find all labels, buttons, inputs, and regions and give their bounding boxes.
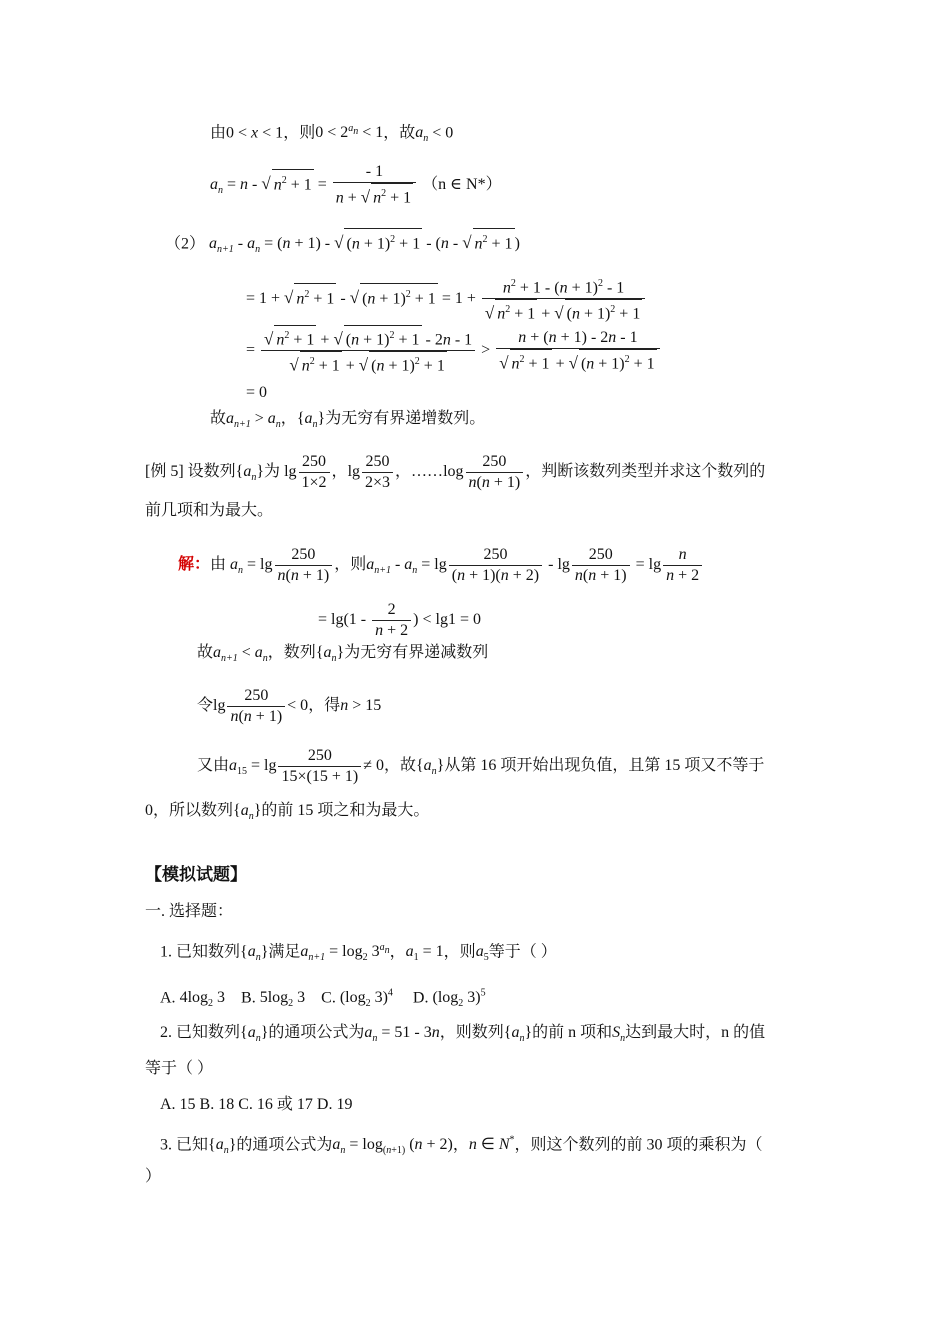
proof-part2-line3: = $\frac{√ n^2 + 1 + √ (n + 1)^2 + 1 - 2n - 1}{√ n^2 + 1 + √ (n + 1)^2 + 1}$ > $\frac{n + (n + 1) - 2n - 1}{√ n^2 + 1 + √ (n + 1)^2 + 1}$ bbox=[246, 325, 662, 377]
example5-line2: 前几项和为最大。 bbox=[145, 502, 274, 519]
example5-line1: [例 5] 设数列$\{a_n\}$为 lg $\frac{250}{1\times 2}$ ，lg $\frac{250}{2\times 3}$ ，……log $\frac{250}{n(n + 1)}$ ，判断该数列类型并求这个数列的 bbox=[145, 453, 766, 491]
question-3: 3. 已知$\{a_n\}$的通项公式为$a_n = \log_{(n+1)} (n + 2)$，n ∈ N*，则这个数列的前 30 项的乘积为（ bbox=[160, 1135, 763, 1157]
question-2-cont: 等于（ ） bbox=[145, 1060, 214, 1077]
solution-line3: 故$a_{n+1} < a_n$，数列$\{a_n\}$为无穷有界递减数列 bbox=[197, 644, 489, 665]
question-1: 1. 已知数列$\{a_n\}$满足$a_{n+1} = \log_2 3^{a_n}$，$a_1 = 1$，则$a_5$等于（ ） bbox=[160, 942, 557, 964]
solution-label: 解： bbox=[178, 556, 211, 574]
proof-part2-line1: （2） $a_{n+1} - a_n = (n + 1)$ - √ $(n + 1)^2 + 1 - (n$ - √ $n^2 + 1$ ) bbox=[165, 228, 520, 262]
solution-line5: 又由$a_{15} = \lg$ $\frac{250}{15\times(15 + 1)}$ ≠ 0，故$\{a_n\}$从第 16 项开始出现负值，且第 15 项又不等于 bbox=[197, 747, 765, 785]
question-2: 2. 已知数列$\{a_n\}$的通项公式为$a_n = 51 - 3n$，则数列$\{a_n\}$的前 n 项和$S_n$达到最大时，n 的值 bbox=[160, 1024, 766, 1045]
solution-line6: 0，所以数列$\{a_n\}$的前 15 项之和为最大。 bbox=[145, 802, 430, 823]
solution-line1: 解：由 $a_n = \lg$ $\frac{250}{n(n + 1)}$ ，则$a_{n+1} - a_n = \lg$ $\frac{250}{(n + 1)(n + 2)}$ - lg $\frac{250}{n(n + 1)}$ = lg $\frac{n}{n + 2}$ bbox=[178, 545, 704, 586]
solution-line4: 令lg $\frac{250}{n(n + 1)}$ < 0，得n > 15 bbox=[197, 687, 382, 725]
question-3-cont: ） bbox=[145, 1168, 162, 1185]
section-subtitle: 一. 选择题： bbox=[145, 903, 234, 920]
section-title: 【模拟试题】 bbox=[145, 865, 247, 884]
domain-note: （n ∈ N*） bbox=[422, 175, 502, 193]
proof-line-1: 由0 < x < 1，则$0 < 2^{a_n} < 1$，故$a_n < 0$ bbox=[210, 123, 454, 145]
question-1-options: A. $4\log_2$ 3 B. $5\log_2$ 3 C. ($\log_2$ 3)$^4$ D. ($\log_2$ 3)$^5$ bbox=[160, 988, 486, 1010]
proof-conclusion: 故$a_{n+1} > a_n$，$\{a_n\}$为无穷有界递增数列。 bbox=[210, 410, 486, 431]
proof-part2-line2: = 1 + √ $n^2 + 1$ - √ $(n + 1)^2 + 1 = 1$ + $\frac{n^2 + 1 - (n + 1)^2 - 1}{√ n^2 + 1 + √ (n + 1)^2 + 1}$ bbox=[246, 274, 647, 325]
proof-part2-line4: = 0 bbox=[246, 384, 268, 401]
solution-line2: = lg(1 - $\frac{2}{n + 2}$ ) < lg1 = 0 bbox=[318, 601, 481, 639]
proof-line-2: $a_n = n$ - √ $n^2 + 1$ = $\frac{- 1}{n + √ n^2 + 1}$ （n ∈ N*） bbox=[210, 163, 502, 207]
question-2-options: A. 15 B. 18 C. 16 或 17 D. 19 bbox=[160, 1096, 353, 1113]
